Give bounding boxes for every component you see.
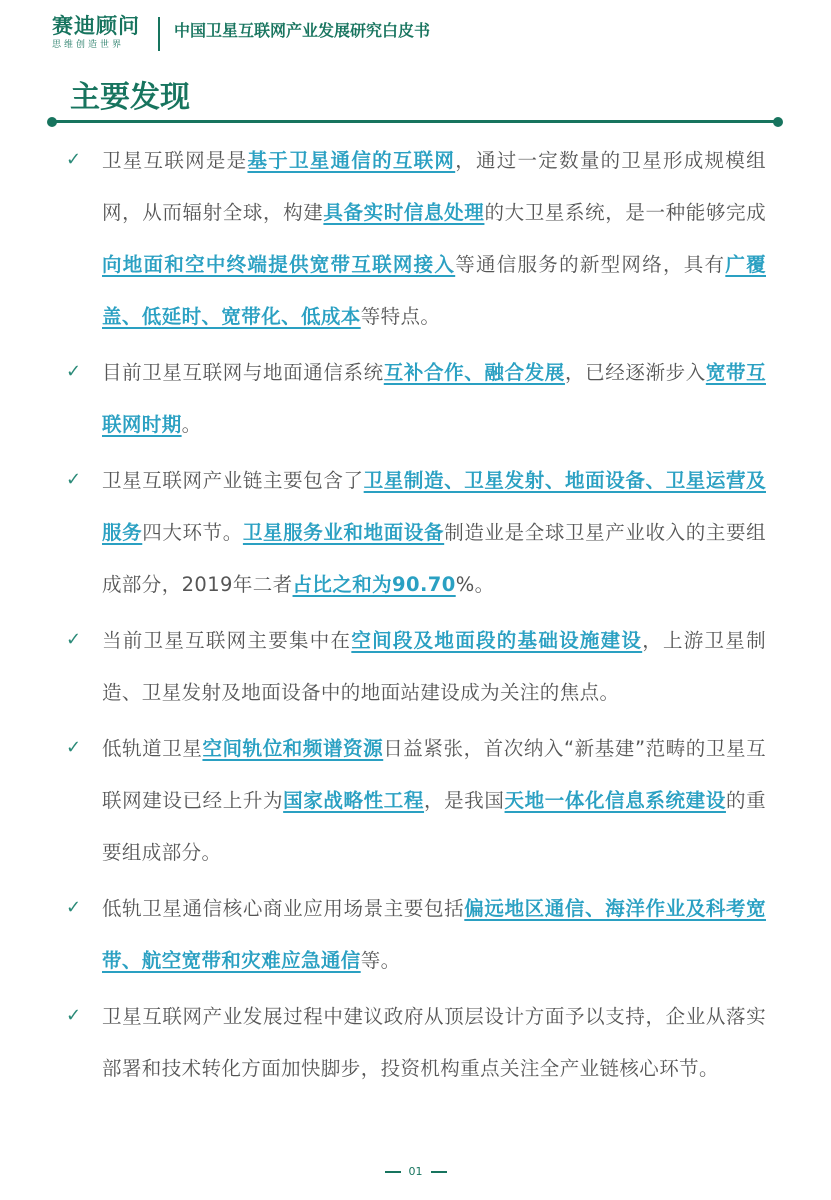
highlight-phrase: 空间轨位和频谱资源 [202, 737, 384, 760]
title-rule [52, 120, 778, 123]
text-segment: 当前卫星互联网主要集中在 [102, 629, 352, 652]
text-segment: %。 [455, 573, 495, 596]
highlight-phrase: 卫星制造、卫星发射、地面设备、卫星运营及服务 [102, 469, 766, 544]
text-segment: 制造业是全球卫星产业收入的主要组成部分，2019年二者 [102, 521, 766, 596]
highlight-phrase: 宽带互联网时期 [102, 361, 766, 436]
finding-text [102, 347, 766, 451]
finding-item [66, 347, 766, 451]
text-segment: 等。 [360, 949, 401, 972]
finding-text [102, 883, 766, 987]
check-icon: ✓ [66, 1005, 82, 1026]
finding-text [102, 455, 766, 611]
text-segment: ，通过一定数量的卫星形成规模组网，从而辐射全球，构建 [102, 149, 766, 224]
text-segment: 等通信服务的新型网络，具有 [455, 253, 726, 276]
finding-item [66, 883, 766, 987]
footer-dash-right [431, 1171, 447, 1173]
text-segment: 卫星互联网产业发展过程中建议政府从顶层设计方面予以支持，企业从落实部署和技术转化方面加快脚步，投资机构重点关注全产业链核心环节。 [102, 1005, 766, 1080]
text-segment: 卫星互联网是是 [102, 149, 248, 172]
highlight-phrase: 占比之和为90.70 [292, 573, 456, 596]
finding-text [102, 615, 766, 719]
text-segment: 日益紧张，首次纳入“新基建”范畴的卫星互联网建设已经上升为 [102, 737, 766, 812]
finding-text [102, 723, 766, 879]
text-segment: 低轨卫星通信核心商业应用场景主要包括 [102, 897, 465, 920]
check-icon: ✓ [66, 737, 82, 758]
highlight-phrase: 向地面和空中终端提供宽带互联网接入 [102, 253, 456, 276]
highlight-phrase: 基于卫星通信的互联网 [247, 149, 456, 172]
page-number: 01 [408, 1165, 423, 1178]
highlight-phrase: 偏远地区通信、海洋作业及科考宽带、航空宽带和灾难应急通信 [102, 897, 766, 972]
text-segment: 等特点。 [360, 305, 441, 328]
section-title: 主要发现 [70, 80, 190, 115]
finding-item [66, 455, 766, 611]
highlight-phrase: 空间段及地面段的基础设施建设 [351, 629, 643, 652]
check-icon: ✓ [66, 149, 82, 170]
text-segment: 卫星互联网产业链主要包含了 [102, 469, 364, 492]
finding-item [66, 615, 766, 719]
page-footer [0, 1164, 831, 1180]
findings-list [66, 135, 766, 1099]
check-icon: ✓ [66, 897, 82, 918]
text-segment: ，已经逐渐步入 [564, 361, 706, 384]
text-segment: 的大卫星系统，是一种能够完成 [484, 201, 766, 224]
finding-item [66, 135, 766, 343]
header-divider [158, 17, 160, 51]
footer-dash-left [385, 1171, 401, 1173]
finding-item [66, 991, 766, 1095]
ccid-logo [52, 14, 152, 51]
logo-wordmark: 赛迪顾问 [52, 13, 140, 38]
finding-text [102, 135, 766, 343]
finding-text [102, 991, 766, 1095]
text-segment: 目前卫星互联网与地面通信系统 [102, 361, 384, 384]
text-segment: ，上游卫星制造、卫星发射及地面设备中的地面站建设成为关注的焦点。 [102, 629, 766, 704]
report-title: 中国卫星互联网产业发展研究白皮书 [174, 21, 431, 40]
text-segment: 。 [181, 413, 202, 436]
highlight-phrase: 互补合作、融合发展 [383, 361, 565, 384]
finding-item [66, 723, 766, 879]
check-icon: ✓ [66, 629, 82, 650]
text-segment: 低轨道卫星 [102, 737, 203, 760]
highlight-phrase: 天地一体化信息系统建设 [504, 789, 726, 812]
highlight-phrase: 国家战略性工程 [283, 789, 425, 812]
logo-slogan: 思维创造世界 [52, 40, 125, 50]
highlight-phrase: 广覆盖、低延时、宽带化、低成本 [102, 253, 766, 328]
highlight-phrase: 具备实时信息处理 [323, 201, 485, 224]
text-segment: 四大环节。 [142, 521, 243, 544]
check-icon: ✓ [66, 361, 82, 382]
highlight-phrase: 卫星服务业和地面设备 [242, 521, 445, 544]
text-segment: ，是我国 [424, 789, 505, 812]
text-segment: 的重要组成部分。 [102, 789, 766, 864]
check-icon: ✓ [66, 469, 82, 490]
